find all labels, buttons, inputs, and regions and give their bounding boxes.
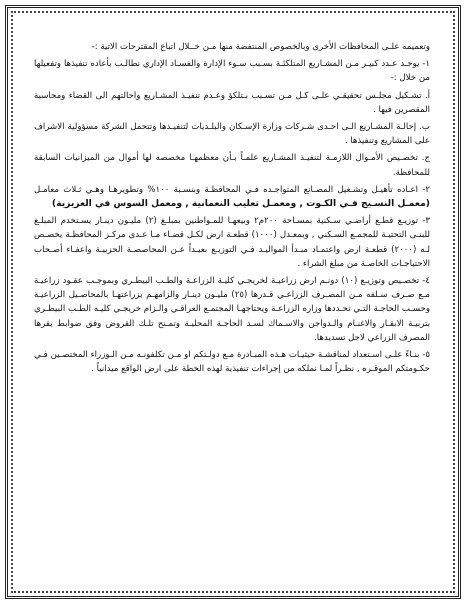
item-4-paragraph: ٤- تخصـيص وتوزيـع (١٠) دونـم ارض زراعيـة لخريجـي كليـة الزراعـة والطـب البيطـري وبموجـب عقـود زراعيـة مـع صـرف سـلفه مـن المصـرف الزراعـي قـدرها (٢٥) مليـون دينـار والزامهـم بزراعتهـا بالمحاصـيل الزراعيـة وحسـب الحاجـة التـي تحـددها وزاره الزراعـة ويحتاجهـا المجتمـع العراقـي والـزام خريجـي كليـه الطـب البيطـري بتربيـة الابقـار والاغنـام والـدواجن والاسـماك لسـد الحاجـة المحليـة وتمـنح تلـك القروض وفق ضوابط يقرها المصرف الزراعي لاجل تسديدها. bbox=[34, 276, 430, 343]
item-2-factories: (معمـل النسـيج فـي الكـوت , ومعمـل تعليب النعمانية , ومعمل السوس في العزيزية) bbox=[51, 198, 430, 210]
document-body bbox=[34, 40, 430, 580]
item-5-paragraph: ٥- بنـاءً علـى اسـتعداد لمناقشـة حيثيـات هـذه المبـادرة مـع دولـتكم او مـن تكلفونـه مـن الـوزراء المختصـين فـي حكـومتكم الموقـره , نظـراً لمـا نملكه من إجراءات تنفيذية لهذه الخطة على ارض الواقع ميدانياً . bbox=[34, 350, 430, 375]
item-1c-paragraph: ج. تخصـيص الأمـوال اللازمـة لتنفيـذ المشـاريع علمـاً بـأن معظمهـا مخصصه لها أموال من الميزانيات السابقة للمحافظة. bbox=[34, 153, 430, 178]
item-2-paragraph bbox=[34, 183, 430, 211]
intro-paragraph: وتعميمه علـى المحافظات الأخرى وبالخصوص المنتفضة منها مـن خــلال اتباع المقترحات الاتية :- bbox=[91, 42, 430, 52]
item-2-text: ٢- اعـاده تأهيـل وتشـغيل المصـانع المتواجـده فـي المحافظـة وبنسـبة ١٠٠% وتطويرهـا وهـي ثـلاث معامـل bbox=[34, 184, 430, 195]
item-1a-paragraph: أ. تشـكيل مجلـس تحقيقـي علـى كـل مـن تسـبب بـتلكؤ وعـدم تنفيـذ المشـاريع واحالتهم الى القضاء ومحاسبة المقصرين فيها . bbox=[34, 90, 430, 115]
item-3-paragraph: ٣- توزيـع قطـع أراضـي سـكنية بمسـاحة ٢٠٠م٢ وبيعهـا للمـواطنين بمبلـغ (٢) مليـون دينـار يسـتخدم المبلـغ للبنـى التحتيـة للمجمـع السـكني , وبمعـدل (١٠٠٠) قطعـة ارض لكـل قضـاء مـا عـدى مركـز المحافظـة يخصـص لـه (٢٠٠٠) قطعـة ارض واعتمـاد مبـدأ المواليـد فـي التوزيـع بعيـداً عـن المحاصصـة الحزبيـة واعفـاء أصـحاب الاحتياجـات الخاصـة من مبلغ الشراء . bbox=[34, 216, 431, 269]
item-1b-paragraph: ب. إحالـة المشـاريع الـى احـدى شـركات وزارة الإسـكان والبلـديات لتنفيـذها وتتحمل الشركة مسؤولية الاشراف على المشاريع وتنفيذها . bbox=[34, 122, 430, 147]
item-1-paragraph: ١- يوجـد عـدد كبيـر مـن المشـاريع المتلكئـة بسـبب سـوء الإدارة والفسـاد الإداري نطالـب بأعاده تنفيذها وتفعيلها من خلال :- bbox=[34, 59, 430, 84]
